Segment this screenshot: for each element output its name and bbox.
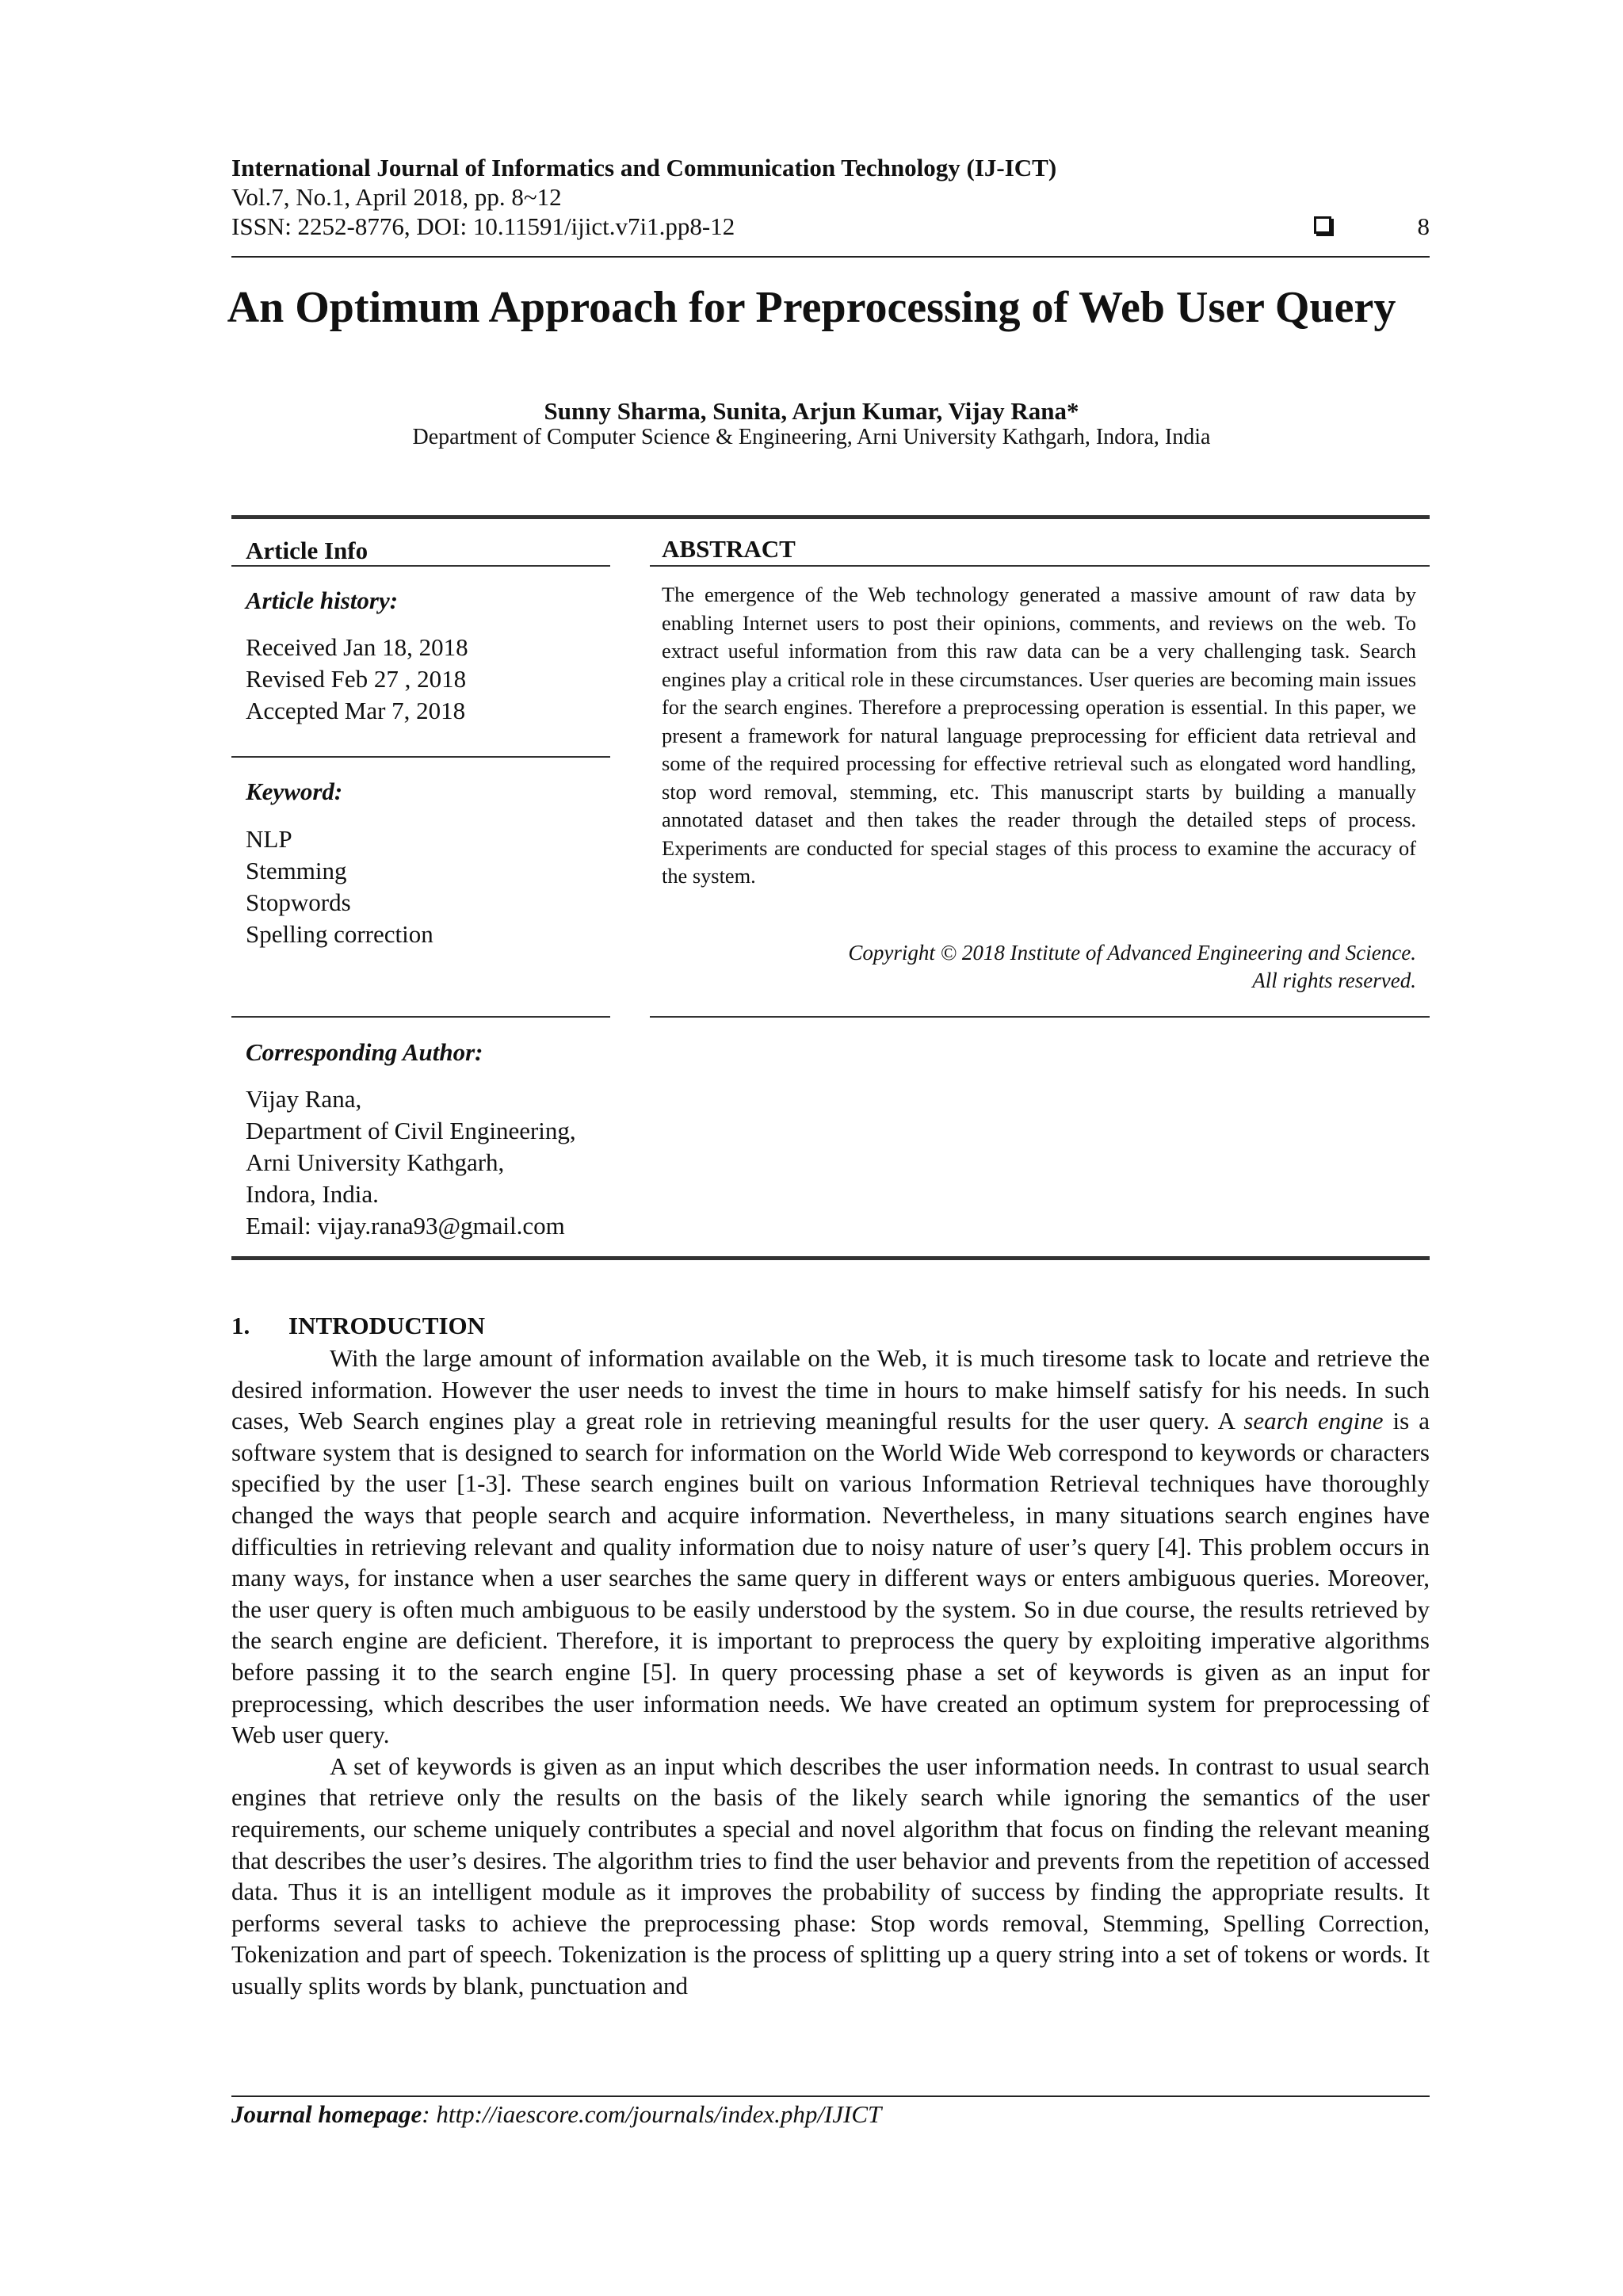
keyword-list [246,823,610,950]
section-title: INTRODUCTION [288,1312,486,1339]
corresponding-email: Email: vijay.rana93@gmail.com [246,1212,565,1240]
abstract-heading: ABSTRACT [662,535,796,563]
copyright-notice [662,939,1416,995]
header-rule [231,256,1430,258]
abstract-bottom-rule [650,1016,1430,1018]
affiliation: Department of Computer Science & Engineering, Arni University Kathgarh, Indora, India [412,425,1211,449]
homepage-separator: : [422,2100,437,2128]
article-history-list [246,632,610,727]
author-list: Sunny Sharma, Sunita, Arjun Kumar, Vijay Rana* [544,397,1079,425]
history-divider [231,756,610,758]
corresponding-author-heading: Corresponding Author: [246,1038,483,1066]
square-bullet-icon [1314,216,1331,234]
article-info-heading: Article Info [246,537,369,564]
introduction-body [231,1343,1430,2001]
corresponding-dept: Department of Civil Engineering, [246,1117,576,1144]
article-history-heading: Article history: [246,586,399,614]
history-revised: Revised Feb 27 , 2018 [246,665,467,693]
copyright-line: Copyright © 2018 Institute of Advanced Engineering and Science. [848,941,1416,965]
keyword-divider [231,1016,610,1018]
section-number: 1. [231,1312,250,1339]
issn-doi: ISSN: 2252-8776, DOI: 10.11591/ijict.v7i1.pp8-12 [231,212,735,240]
journal-name: International Journal of Informatics and Communication Technology (IJ-ICT) [231,154,1057,181]
homepage-label: Journal homepage [231,2100,422,2128]
corresponding-univ: Arni University Kathgarh, [246,1148,505,1176]
running-header [231,153,1430,241]
issn-row [231,212,1430,241]
homepage-link[interactable]: http://iaescore.com/journals/index.php/IJICT [436,2100,882,2128]
page-number: 8 [1417,212,1430,240]
footer-rule [231,2095,1430,2097]
journal-homepage-footer [231,2100,881,2129]
keyword-item: NLP [246,825,292,853]
keyword-heading: Keyword: [246,777,343,805]
intro-p1-text: With the large amount of information available on the Web, it is much tiresome task to locate and retrieve the desired information. However the user needs to invest the time in hours to make himself satisfy for his needs. In such cases, Web Search engines play a great role in retrieving meaningful results for the user query. A [231,1344,1430,1435]
introduction-heading [231,1312,485,1340]
history-accepted: Accepted Mar 7, 2018 [246,697,466,724]
corresponding-name: Vijay Rana, [246,1085,362,1113]
info-box-bottom-rule [231,1256,1430,1260]
keyword-item: Stemming [246,857,347,884]
keyword-item: Spelling correction [246,920,433,948]
intro-paragraph-2: A set of keywords is given as an input which describes the user information needs. In contrast to usual search engines that retrieve only the results on the basis of the likely search while ignoring the semantics of the user requirements, our scheme uniquely contributes a special and novel algorithm that focus on finding the relevant meaning that describes the user’s desires. The algorithm tries to find the user behavior and prevents from the repetition of accessed data. Thus it is an intelligent module as it improves the probability of success by finding the appropriate results. It performs several tasks to achieve the preprocessing phase: Stop words removal, Stemming, Spelling Correction, Tokenization and part of speech. Tokenization is the process of splitting up a query string into a set of tokens or words. It usually splits words by blank, punctuation and [231,1752,1430,2000]
corresponding-place: Indora, India. [246,1180,379,1208]
intro-p1-emphasis: search engine [1243,1407,1384,1435]
intro-paragraph-1 [231,1343,1430,1751]
intro-p1-text-cont: is a software system that is designed to search for information on the World Wide Web correspond to keywords or characters specified by the user [1-3]. These search engines built on various Information Retrieval techniques have thoroughly changed the ways that people search and acquire information. Nevertheless, in many situations search engines have difficulties in retrieving relevant and quality information due to noisy nature of user’s query [4]. This problem occurs in many ways, for instance when a user searches the same query in different ways or enters ambiguous queries. Moreover, the user query is often much ambiguous to be easily understood by the system. So in due course, the results retrieved by the search engine are deficient. Therefore, it is important to preprocess the query by exploiting imperative algorithms before passing it to the search engine [5]. In query processing phase a set of keywords is given as an input for preprocessing, which describes the user information needs. We have created an optimum system for preprocessing of Web user query. [231,1407,1430,1749]
info-box-top-rule [231,515,1430,519]
history-received: Received Jan 18, 2018 [246,633,468,661]
abstract-rule [650,565,1430,567]
paper-title: An Optimum Approach for Preprocessing of Web User Query [227,283,1396,332]
abstract-text: The emergence of the Web technology generated a massive amount of raw data by enabling Internet users to post their opinions, comments, and reviews on the web. To extract useful information from this raw data can be a very challenging task. Search engines play a critical role in these circumstances. User queries are becoming main issues for the search engines. Therefore a preprocessing operation is essential. In this paper, we present a framework for natural language preprocessing for efficient data retrieval and some of the required processing for effective retrieval such as elongated word handling, stop word removal, stemming, etc. This manuscript starts by building a manually annotated dataset and then takes the reader through the detailed steps of process. Experiments are conducted for special stages of this process to examine the accuracy of the system. [662,583,1416,888]
keyword-item: Stopwords [246,888,351,916]
volume-info: Vol.7, No.1, April 2018, pp. 8~12 [231,183,562,211]
rights-line: All rights reserved. [1252,968,1416,992]
corresponding-author-details [246,1083,610,1242]
